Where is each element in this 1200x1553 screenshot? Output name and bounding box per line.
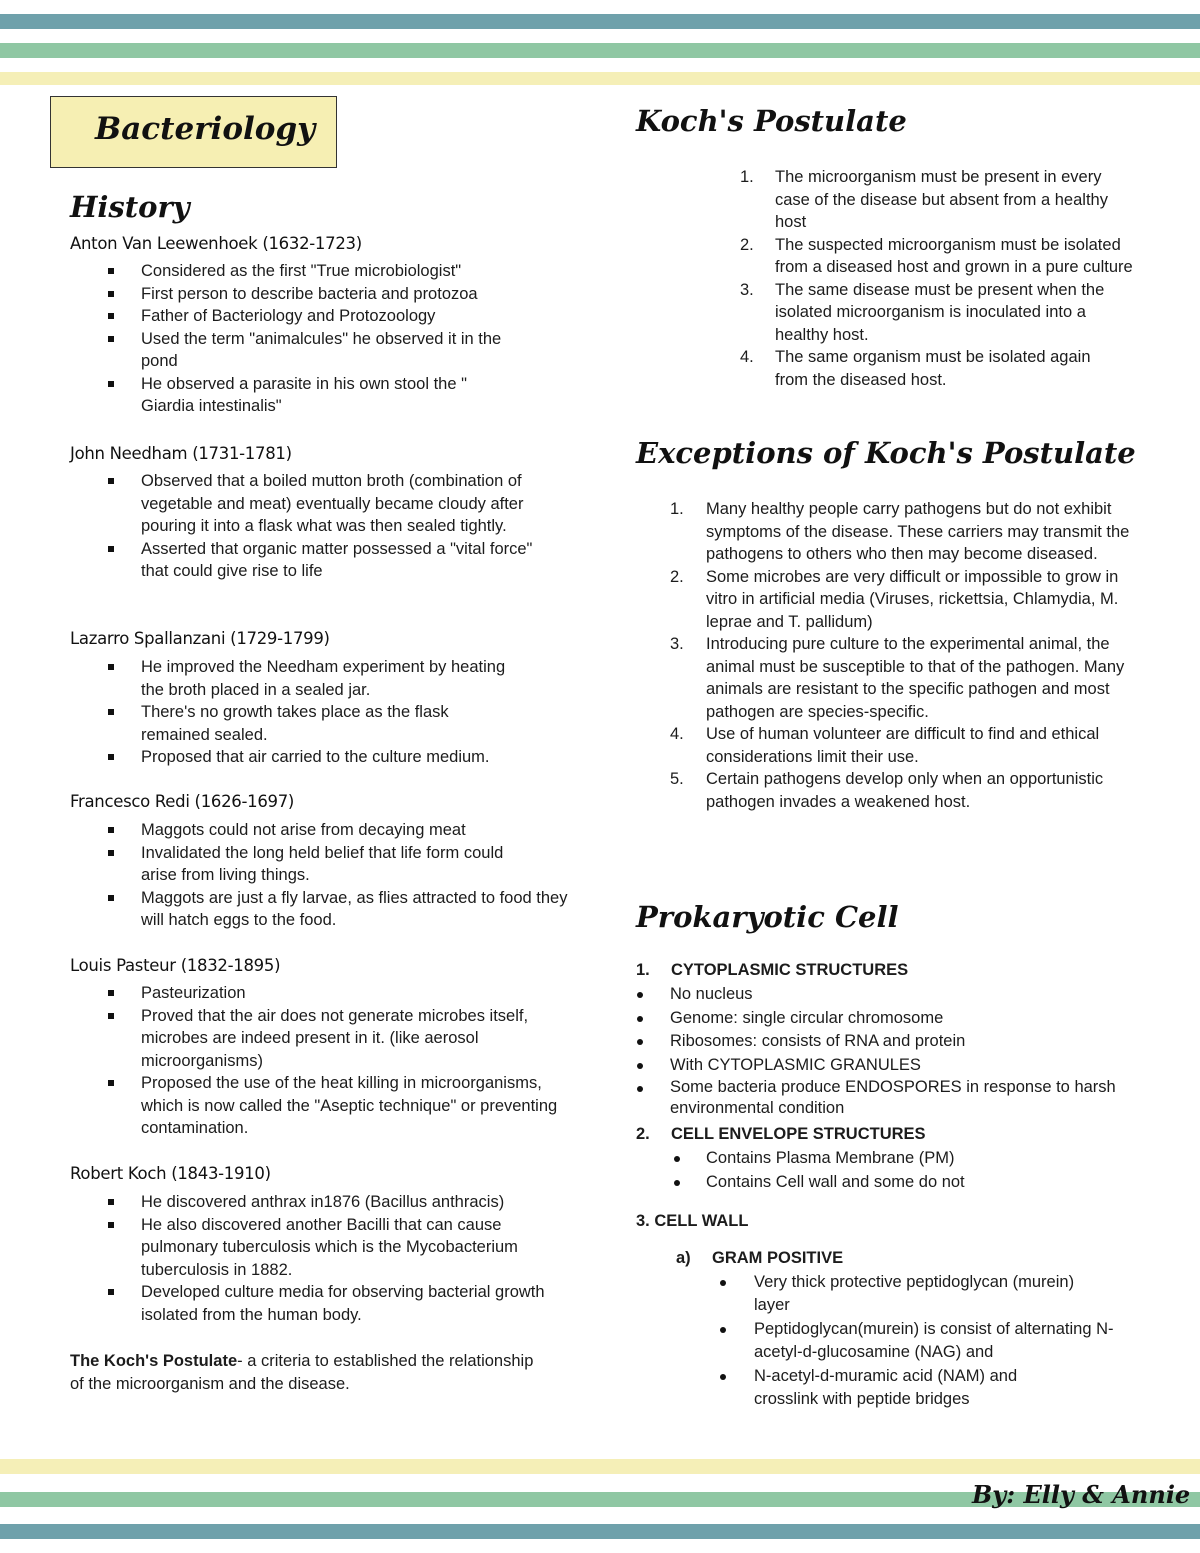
list-item: Proved that the air does not generate microbes itself, microbes are indeed present in it. (like aerosol microorganisms): [70, 1005, 570, 1073]
list-item: Pasteurization: [70, 982, 570, 1005]
list-item: Proposed the use of the heat killing in microorganisms, which is now called the "Aseptic technique" or preventing contamination.: [70, 1072, 570, 1140]
person-points: [70, 260, 570, 418]
section-2-list: [636, 1147, 1136, 1194]
list-item: Asserted that organic matter possessed a "vital force" that could give rise to life: [70, 538, 570, 583]
signature: By: Elly & Annie: [972, 1480, 1191, 1509]
list-item: Ribosomes: consists of RNA and protein: [636, 1030, 1136, 1054]
list-item: Observed that a boiled mutton broth (combination of vegetable and meat) eventually became cloudy after pouring it into a flask what was then sealed tightly.: [70, 470, 570, 538]
section-3a-label: a): [676, 1249, 691, 1267]
section-1-list: [636, 983, 1136, 1119]
list-item: Developed culture media for observing bacterial growth isolated from the human body.: [70, 1281, 570, 1326]
list-item: Proposed that air carried to the culture medium.: [70, 746, 570, 769]
list-item: 1. The microorganism must be present in every case of the disease but absent from a healthy host: [740, 168, 1108, 231]
person-name: Lazarro Spallanzani (1729-1799): [70, 629, 330, 648]
list-item: N-acetyl-d-muramic acid (NAM) and crosslink with peptide bridges: [636, 1365, 1136, 1410]
list-item: 1. Many healthy people carry pathogens but do not exhibit symptoms of the disease. These carriers may transmit the pathogens to others who then may become diseased.: [670, 500, 1130, 563]
list-item: 2. Some microbes are very difficult or impossible to grow in vitro in artificial media (Viruses, rickettsia, Chlamydia, M. leprae and T. pallidum): [670, 567, 1119, 631]
person-points: [70, 819, 570, 932]
list-item: 4. The same organism must be isolated again from the diseased host.: [740, 348, 1091, 389]
list-item: There's no growth takes place as the flask remained sealed.: [70, 701, 570, 746]
exceptions-heading: Exceptions of Koch's Postulate: [636, 436, 1136, 470]
person-points: [70, 982, 570, 1140]
list-item: Genome: single circular chromosome: [636, 1007, 1136, 1031]
list-item: Maggots are just a fly larvae, as flies attracted to food they will hatch eggs to the food.: [70, 887, 570, 932]
person-name: John Needham (1731-1781): [70, 444, 292, 463]
list-item: 3. The same disease must be present when the isolated microorganism is inoculated into a healthy host.: [740, 280, 1105, 344]
section-1-title: CYTOPLASMIC STRUCTURES: [671, 961, 909, 979]
koch-definition: [70, 1350, 540, 1395]
title-box: [50, 96, 337, 168]
person-name: Robert Koch (1843-1910): [70, 1164, 271, 1183]
person-points: [70, 1191, 570, 1326]
person-points: [70, 656, 570, 769]
list-item: Invalidated the long held belief that life form could arise from living things.: [70, 842, 570, 887]
list-item: With CYTOPLASMIC GRANULES: [636, 1054, 1136, 1078]
list-item: 3. Introducing pure culture to the experimental animal, the animal must be susceptible to that of the pathogen. Many animals are resistant to the specific pathogen and most pathogen are species-specific.: [670, 635, 1125, 721]
top-stripe-teal: [0, 14, 1200, 29]
history-heading: History: [70, 190, 190, 224]
list-item: He discovered anthrax in1876 (Bacillus anthracis): [70, 1191, 570, 1214]
koch-heading: Koch's Postulate: [636, 104, 907, 138]
list-item: Contains Plasma Membrane (PM): [636, 1147, 1136, 1171]
list-item: He improved the Needham experiment by heating the broth placed in a sealed jar.: [70, 656, 570, 701]
person-name: Anton Van Leewenhoek (1632-1723): [70, 234, 362, 253]
list-item: No nucleus: [636, 983, 1136, 1007]
section-2-num: 2.: [636, 1125, 650, 1143]
section-1-num: 1.: [636, 961, 650, 979]
section-3-title: 3. CELL WALL: [636, 1212, 749, 1230]
list-item: He observed a parasite in his own stool the " Giardia intestinalis": [70, 373, 570, 418]
list-item: Father of Bacteriology and Protozoology: [70, 305, 570, 328]
section-3a-title: GRAM POSITIVE: [712, 1249, 844, 1267]
prokaryotic-heading: Prokaryotic Cell: [636, 900, 899, 934]
list-item: 2. The suspected microorganism must be isolated from a diseased host and grown in a pure culture: [740, 235, 1133, 276]
list-item: 4. Use of human volunteer are difficult to find and ethical considerations limit their use.: [670, 725, 1100, 766]
list-item: Used the term "animalcules" he observed it in the pond: [70, 328, 570, 373]
section-2-title: CELL ENVELOPE STRUCTURES: [671, 1125, 926, 1143]
exceptions-list: [636, 498, 1136, 813]
koch-term: The Koch's Postulate: [70, 1352, 238, 1370]
bottom-stripe-yellow: [0, 1459, 1200, 1474]
section-3a-list: [636, 1271, 1136, 1410]
list-item: Considered as the first "True microbiologist": [70, 260, 570, 283]
list-item: Peptidoglycan(murein) is consist of alternating N-acetyl-d-glucosamine (NAG) and: [636, 1318, 1136, 1363]
top-stripe-green: [0, 43, 1200, 58]
list-item: 5. Certain pathogens develop only when an opportunistic pathogen invades a weakened host.: [670, 770, 1104, 811]
koch-list: [636, 166, 1136, 391]
person-name: Francesco Redi (1626-1697): [70, 792, 295, 811]
koch-def: - a criteria to established the relationship of the microorganism and the disease.: [70, 1352, 534, 1393]
bottom-stripe-teal: [0, 1524, 1200, 1539]
list-item: Very thick protective peptidoglycan (murein) layer: [636, 1271, 1136, 1316]
list-item: First person to describe bacteria and protozoa: [70, 283, 570, 306]
person-name: Louis Pasteur (1832-1895): [70, 956, 281, 975]
list-item: Maggots could not arise from decaying meat: [70, 819, 570, 842]
top-stripe-yellow: [0, 72, 1200, 85]
person-points: [70, 470, 570, 583]
list-item: Contains Cell wall and some do not: [636, 1171, 1136, 1195]
list-item: He also discovered another Bacilli that can cause pulmonary tuberculosis which is the Mycobacterium tuberculosis in 1882.: [70, 1214, 570, 1282]
list-item: Some bacteria produce ENDOSPORES in response to harsh environmental condition: [636, 1077, 1136, 1119]
page-title: Bacteriology: [95, 111, 316, 147]
